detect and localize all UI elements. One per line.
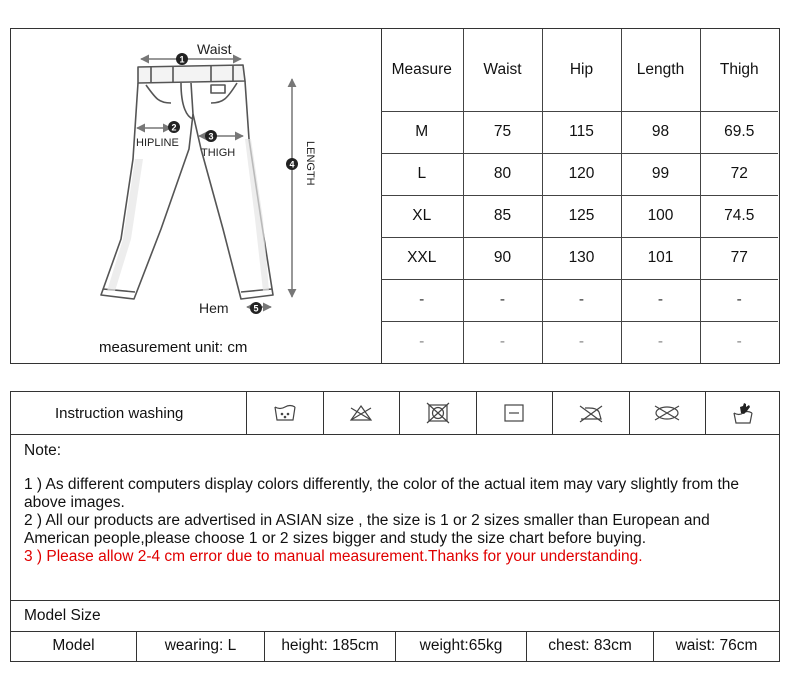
no-dry-clean-icon — [652, 404, 682, 422]
table-row — [381, 195, 778, 237]
thigh-label: THIGH — [201, 147, 236, 159]
marker-1: 1 — [179, 54, 185, 65]
table-cell: 72 — [700, 153, 778, 195]
note-2: 2 ) All our products are advertised in ASIAN size , the size is 1 or 2 sizes smaller than European and American people,please choose 1 or 2 sizes bigger and study the size chart before buying. — [24, 512, 710, 547]
weight-cell: weight:65kg — [396, 631, 527, 661]
no-tumble-dry-icon — [426, 402, 450, 424]
marker-3: 3 — [208, 131, 214, 142]
chest-cell: chest: 83cm — [527, 631, 654, 661]
note-3: 3 ) Please allow 2-4 cm error due to manual measurement.Thanks for your understanding. — [24, 548, 643, 565]
washing-instructions-row — [11, 392, 779, 435]
measurement-unit: measurement unit: cm — [99, 339, 248, 356]
pants-diagram — [11, 29, 382, 363]
note-1: 1 ) As different computers display colors differently, the color of the actual item may vary slightly from the above images. — [24, 476, 740, 511]
dry-flat-icon — [503, 403, 525, 423]
table-cell: 80 — [463, 153, 542, 195]
table-cell: 98 — [621, 111, 700, 153]
marker-2: 2 — [171, 122, 177, 133]
wearing-cell: wearing: L — [137, 631, 265, 661]
notes-body — [24, 476, 774, 566]
hand-wash-icon — [731, 401, 755, 425]
height-cell: height: 185cm — [265, 631, 396, 661]
note-title: Note: — [24, 442, 62, 459]
header-waist: Waist — [463, 29, 542, 111]
table-cell: 125 — [542, 195, 621, 237]
model-cell: Model — [11, 631, 137, 661]
table-cell: 120 — [542, 153, 621, 195]
header-length: Length — [621, 29, 700, 111]
table-cell: - — [381, 321, 463, 363]
marker-5: 5 — [253, 303, 259, 314]
table-cell: 99 — [621, 153, 700, 195]
no-iron-icon — [577, 403, 605, 423]
size-chart — [10, 28, 780, 364]
table-cell: - — [463, 279, 542, 321]
table-row — [381, 237, 778, 279]
table-cell: 85 — [463, 195, 542, 237]
table-cell: - — [621, 279, 700, 321]
no-bleach-icon — [348, 403, 374, 423]
waist-label: Waist — [197, 41, 232, 57]
table-cell: 130 — [542, 237, 621, 279]
header-measure: Measure — [381, 29, 463, 111]
hipline-label: HIPLINE — [136, 137, 179, 149]
table-cell: - — [700, 321, 778, 363]
model-size-title: Model Size — [24, 607, 101, 624]
washing-label: Instruction washing — [11, 392, 247, 434]
table-cell: 74.5 — [700, 195, 778, 237]
header-thigh: Thigh — [700, 29, 778, 111]
table-cell: M — [381, 111, 463, 153]
table-cell: - — [463, 321, 542, 363]
table-cell: XXL — [381, 237, 463, 279]
table-row — [381, 153, 778, 195]
waist-cell: waist: 76cm — [675, 637, 758, 654]
table-cell: - — [542, 321, 621, 363]
model-size-row — [11, 631, 779, 661]
table-cell: 69.5 — [700, 111, 778, 153]
length-label: LENGTH — [304, 141, 316, 186]
wash-30-icon — [273, 403, 297, 423]
marker-4: 4 — [289, 159, 295, 170]
table-header-row — [381, 29, 778, 111]
header-hip: Hip — [542, 29, 621, 111]
table-cell: - — [542, 279, 621, 321]
info-box — [10, 391, 780, 662]
table-cell: L — [381, 153, 463, 195]
table-row — [381, 111, 778, 153]
pants-illustration — [11, 29, 381, 363]
table-cell: - — [621, 321, 700, 363]
table-cell: 77 — [700, 237, 778, 279]
table-cell: - — [381, 279, 463, 321]
model-size-header — [11, 600, 779, 632]
table-cell: 90 — [463, 237, 542, 279]
table-cell: 100 — [621, 195, 700, 237]
table-row — [381, 279, 778, 321]
size-table — [381, 29, 778, 363]
table-cell: 115 — [542, 111, 621, 153]
hem-label: Hem — [199, 300, 229, 316]
table-cell: 101 — [621, 237, 700, 279]
table-row — [381, 321, 778, 363]
table-cell: XL — [381, 195, 463, 237]
table-cell: 75 — [463, 111, 542, 153]
table-cell: - — [700, 279, 778, 321]
